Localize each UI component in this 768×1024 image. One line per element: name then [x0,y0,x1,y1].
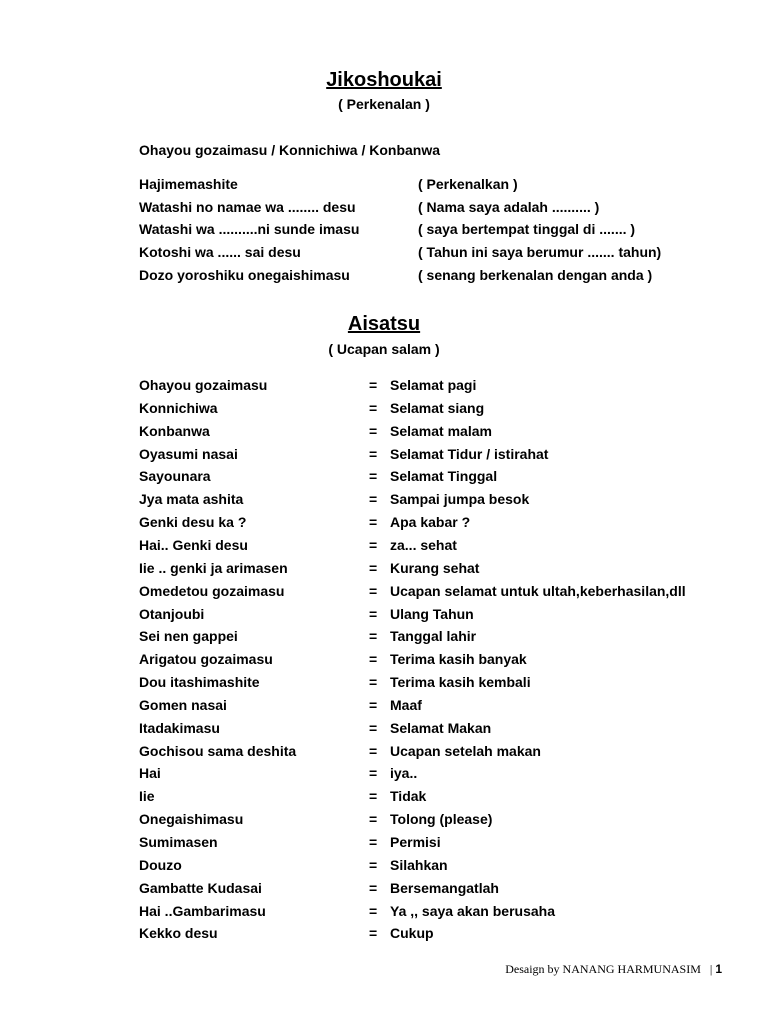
equals-sign: = [369,696,378,713]
intro-row [139,198,759,216]
greeting-row [139,787,759,805]
greeting-meaning: Selamat pagi [390,377,477,393]
equals-sign: = [369,674,378,691]
greeting-phrase: Hai ..Gambarimasu [139,902,266,919]
equals-sign: = [369,536,378,553]
equals-sign: = [369,651,378,668]
section-subtitle-ucapan-salam: ( Ucapan salam ) [328,341,440,357]
greeting-meaning: Selamat siang [390,399,485,416]
greeting-phrase: Sayounara [139,468,211,485]
greeting-row [139,696,759,714]
greeting-meaning: Cukup [390,925,434,942]
greeting-meaning: za... sehat [390,536,457,553]
greeting-meaning: Permisi [390,834,441,850]
greeting-row [139,810,759,828]
greeting-phrase: Iie [139,788,155,805]
intro-phrase: Dozo yoroshiku onegaishimasu [139,266,350,283]
greeting-row [139,605,759,623]
greeting-meaning: Sampai jumpa besok [390,491,530,508]
intro-translation: ( saya bertempat tinggal di ....... ) [418,221,636,238]
equals-sign: = [369,879,378,896]
intro-translation: ( Tahun ini saya berumur ....... tahun) [418,244,662,261]
greeting-meaning: Tidak [390,788,427,805]
greeting-row [139,536,759,554]
greeting-row [139,924,759,942]
greeting-meaning: Terima kasih kembali [390,674,531,691]
greeting-phrase: Ohayou gozaimasu [139,377,268,393]
greeting-row [139,673,759,691]
greeting-phrase: Iie .. genki ja arimasen [139,559,288,576]
equals-sign: = [369,628,378,645]
greeting-phrase: Oyasumi nasai [139,445,238,462]
greeting-phrase: Gambatte Kudasai [139,879,262,896]
greeting-meaning: Silahkan [390,856,448,873]
greeting-row [139,719,759,737]
greetings-line: Ohayou gozaimasu / Konnichiwa / Konbanwa [139,142,441,158]
intro-translation: ( senang berkenalan dengan anda ) [418,266,653,283]
equals-sign: = [369,399,378,416]
greeting-meaning: Ucapan selamat untuk ultah,keberhasilan,dll [390,582,686,599]
page-number: 1 [715,962,722,976]
greeting-meaning: Selamat malam [390,422,492,439]
intro-row [139,266,759,284]
greeting-phrase: Hai [139,765,161,782]
intro-row [139,220,759,238]
intro-phrase: Hajimemashite [139,176,238,192]
greeting-phrase: Kekko desu [139,925,218,942]
equals-sign: = [369,719,378,736]
greeting-phrase: Arigatou gozaimasu [139,651,273,668]
section-title-jikoshoukai: Jikoshoukai [326,69,442,91]
greeting-phrase: Otanjoubi [139,605,205,622]
equals-sign: = [369,765,378,782]
footer-separator: | [709,962,713,976]
greeting-phrase: Gomen nasai [139,696,227,713]
greeting-row [139,513,759,531]
greeting-row [139,879,759,897]
equals-sign: = [369,925,378,942]
intro-phrase: Kotoshi wa ...... sai desu [139,244,301,261]
greeting-meaning: Ya ,, saya akan berusaha [390,902,555,919]
greeting-row [139,764,759,782]
section-subtitle-perkenalan: ( Perkenalan ) [338,96,430,112]
greeting-row [139,627,759,645]
greeting-row [139,650,759,668]
greeting-phrase: Sumimasen [139,834,218,850]
greeting-row [139,833,759,851]
greeting-phrase: Itadakimasu [139,719,220,736]
greeting-row [139,445,759,463]
intro-phrase: Watashi wa ..........ni sunde imasu [139,221,360,238]
greeting-row [139,902,759,920]
intro-row [139,243,759,261]
greeting-phrase: Dou itashimashite [139,674,260,691]
equals-sign: = [369,605,378,622]
greeting-row [139,742,759,760]
greeting-meaning: Maaf [390,696,422,713]
greeting-meaning: Selamat Makan [390,719,492,736]
greeting-row [139,376,759,394]
section-title-aisatsu: Aisatsu [347,313,421,335]
greeting-meaning: Selamat Tinggal [390,468,498,485]
intro-row [139,175,759,193]
greeting-phrase: Jya mata ashita [139,491,244,508]
equals-sign: = [369,834,378,850]
equals-sign: = [369,445,378,462]
equals-sign: = [369,856,378,873]
greeting-row [139,467,759,485]
greeting-meaning: Kurang sehat [390,559,480,576]
greeting-row [139,399,759,417]
greeting-phrase: Douzo [139,856,182,873]
greeting-meaning: Tolong (please) [390,811,493,828]
intro-translation: ( Perkenalkan ) [418,176,518,192]
equals-sign: = [369,582,378,599]
greeting-phrase: Konbanwa [139,422,210,439]
greeting-meaning: Selamat Tidur / istirahat [390,445,549,462]
greeting-meaning: Ucapan setelah makan [390,742,541,759]
equals-sign: = [369,811,378,828]
equals-sign: = [369,559,378,576]
greeting-row [139,422,759,440]
equals-sign: = [369,514,378,531]
greeting-meaning: Terima kasih banyak [390,651,527,668]
equals-sign: = [369,491,378,508]
equals-sign: = [369,902,378,919]
intro-translation: ( Nama saya adalah .......... ) [418,198,600,215]
equals-sign: = [369,468,378,485]
greeting-phrase: Omedetou gozaimasu [139,582,285,599]
greeting-meaning: Ulang Tahun [390,605,474,622]
greeting-phrase: Hai.. Genki desu [139,536,248,553]
greeting-row [139,490,759,508]
greeting-phrase: Onegaishimasu [139,811,244,828]
greeting-phrase: Konnichiwa [139,399,218,416]
footer-credit: Desaign by NANANG HARMUNASIM [505,962,701,976]
greeting-row [139,582,759,600]
page-footer [0,962,722,976]
equals-sign: = [369,422,378,439]
greeting-phrase: Genki desu ka ? [139,514,247,531]
greeting-phrase: Gochisou sama deshita [139,742,297,759]
greeting-meaning: iya.. [390,765,418,782]
greeting-row [139,856,759,874]
greeting-meaning: Tanggal lahir [390,628,477,645]
greeting-meaning: Apa kabar ? [390,514,471,531]
greeting-phrase: Sei nen gappei [139,628,238,645]
equals-sign: = [369,742,378,759]
intro-phrase: Watashi no namae wa ........ desu [139,198,356,215]
equals-sign: = [369,788,378,805]
greeting-meaning: Bersemangatlah [390,879,499,896]
equals-sign: = [369,377,378,393]
greeting-row [139,559,759,577]
